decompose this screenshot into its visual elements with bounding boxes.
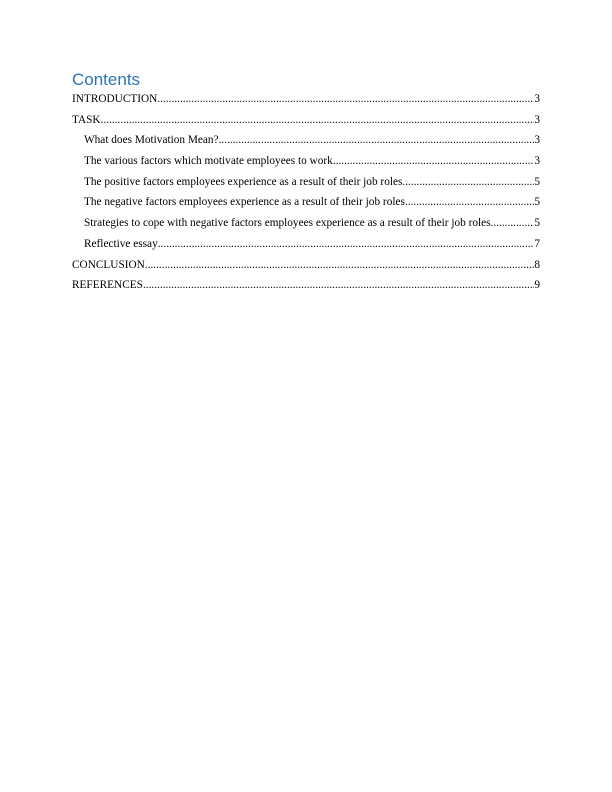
toc-page-number: 3 [534, 113, 540, 126]
toc-entry-title: What does Motivation Mean? [84, 134, 219, 147]
toc-page-number: 3 [534, 134, 540, 147]
toc-entry-title: TASK [72, 113, 101, 126]
toc-page-number: 5 [534, 175, 540, 188]
toc-page-number: 3 [534, 155, 540, 168]
toc-entry-title: The negative factors employees experience as a result of their job roles [84, 196, 405, 209]
toc-dot-leader [143, 277, 534, 293]
toc-entry-title: Reflective essay [84, 237, 158, 250]
toc-entry-reflective-essay[interactable] [72, 236, 540, 257]
toc-entry-references[interactable] [72, 277, 540, 298]
toc-dot-leader [219, 132, 535, 148]
toc-entry-title: The various factors which motivate employees to work [84, 155, 333, 168]
toc-entry-title: Strategies to cope with negative factors employees experience as a result of their job roles [84, 217, 491, 230]
toc-page-number: 5 [534, 196, 540, 209]
toc-dot-leader [333, 153, 535, 169]
toc-dot-leader [145, 257, 535, 273]
toc-page-number: 9 [534, 279, 540, 292]
toc-page-number: 5 [534, 217, 540, 230]
toc-heading: Contents [72, 70, 141, 89]
toc-entry-motivation-meaning[interactable] [72, 132, 540, 153]
toc-entry-title: INTRODUCTION [72, 93, 158, 105]
toc-entry-positive-factors[interactable] [72, 174, 540, 195]
toc-entry-title: CONCLUSION [72, 258, 145, 271]
toc-dot-leader [491, 215, 535, 231]
toc-entry-negative-factors[interactable] [72, 194, 540, 215]
toc-dot-leader [157, 91, 534, 107]
table-of-contents [72, 91, 540, 298]
toc-dot-leader [402, 174, 534, 190]
toc-entry-coping-strategies[interactable] [72, 215, 540, 236]
toc-entry-conclusion[interactable] [72, 257, 540, 278]
toc-entry-title: The positive factors employees experience as a result of their job roles [84, 175, 403, 188]
toc-entry-title: REFERENCES [72, 279, 143, 292]
toc-entry-motivating-factors[interactable] [72, 153, 540, 174]
toc-dot-leader [101, 112, 535, 128]
toc-entry-task[interactable] [72, 112, 540, 133]
toc-page-number: 8 [534, 258, 540, 271]
toc-page-number: 7 [534, 237, 540, 250]
toc-page-number: 3 [534, 93, 540, 105]
toc-entry-introduction[interactable] [72, 91, 540, 112]
toc-dot-leader [405, 194, 534, 210]
toc-dot-leader [158, 236, 535, 252]
